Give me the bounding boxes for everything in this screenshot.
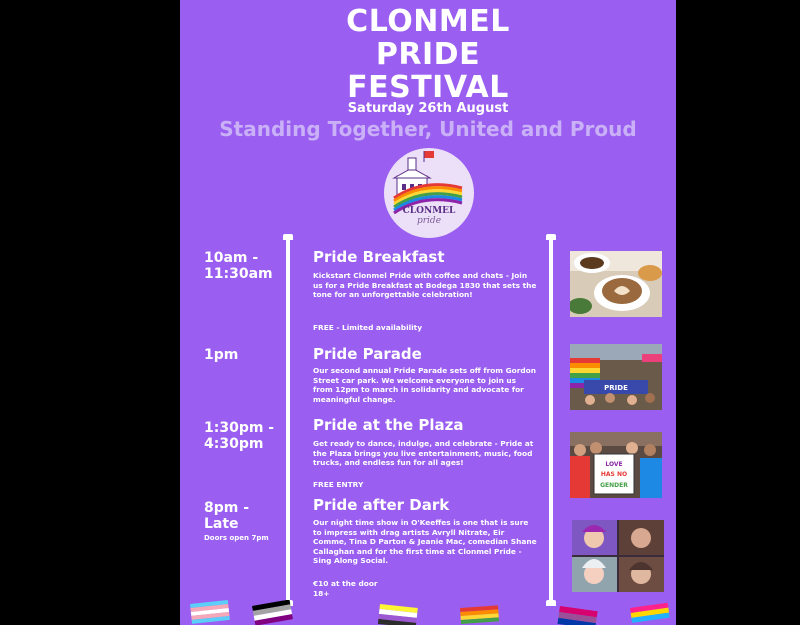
- pride-flags-border: [180, 600, 676, 625]
- event-note: FREE - Limited availability: [313, 323, 423, 332]
- logo-script: pride: [416, 216, 442, 226]
- event-note: FREE ENTRY: [313, 480, 364, 489]
- sign-text-love: LOVE: [605, 461, 623, 468]
- left-pillar: [286, 240, 290, 604]
- title-line-1: CLONMEL: [346, 4, 510, 39]
- drag-artists-photo: [572, 520, 664, 592]
- clonmel-pride-logo: [384, 148, 474, 238]
- event-time: 10am - 11:30am: [204, 250, 273, 282]
- sign-text-has-no: HAS NO: [600, 471, 628, 478]
- title-line-3: FESTIVAL: [347, 70, 509, 105]
- event-title: Pride Parade: [313, 345, 422, 363]
- event-note: €10 at the door 18+: [313, 579, 378, 598]
- event-time: 1:30pm - 4:30pm: [204, 420, 275, 452]
- logo-text: CLONMEL: [402, 206, 456, 216]
- svg-text:PRIDE: PRIDE: [604, 384, 628, 392]
- event-description: Kickstart Clonmel Pride with coffee and chats - Join us for a Pride Breakfast at Bodega 1830 that sets the tone for an unforgettable celebration!: [313, 271, 537, 300]
- plaza-photo: [570, 432, 662, 498]
- event-subtime: Doors open 7pm: [204, 534, 269, 542]
- tagline: Standing Together, United and Proud: [219, 117, 637, 141]
- parade-photo: [570, 344, 662, 410]
- event-description: Our second annual Pride Parade sets off from Gordon Street car park. We welcome everyone to join us from 12pm to march in solidarity and advocate for meaningful change.: [313, 366, 536, 404]
- coffee-photo: [570, 251, 662, 317]
- event-title: Pride Breakfast: [313, 248, 445, 266]
- event-time: 1pm: [204, 347, 239, 363]
- event-description: Our night time show in O'Keeffes is one that is sure to impress with drag artists Avryll Nitrate, Eir Comme, Tina D Parton & Jeanie Mac, comedian Shane Callaghan and for the first time at Clonmel Pride - Sing Along Social.: [313, 518, 537, 566]
- event-date: Saturday 26th August: [347, 101, 509, 116]
- sign-text-gender: GENDER: [600, 482, 628, 489]
- title-line-2: PRIDE: [375, 37, 481, 72]
- event-time: 8pm - Late: [204, 500, 250, 532]
- event-title: Pride at the Plaza: [313, 416, 464, 434]
- event-description: Get ready to dance, indulge, and celebrate - Pride at the Plaza brings you live entertainment, music, food trucks, and endless fun for all ages!: [313, 439, 534, 468]
- right-pillar: [549, 240, 553, 604]
- event-title: Pride after Dark: [313, 496, 450, 514]
- festival-poster: [180, 0, 676, 625]
